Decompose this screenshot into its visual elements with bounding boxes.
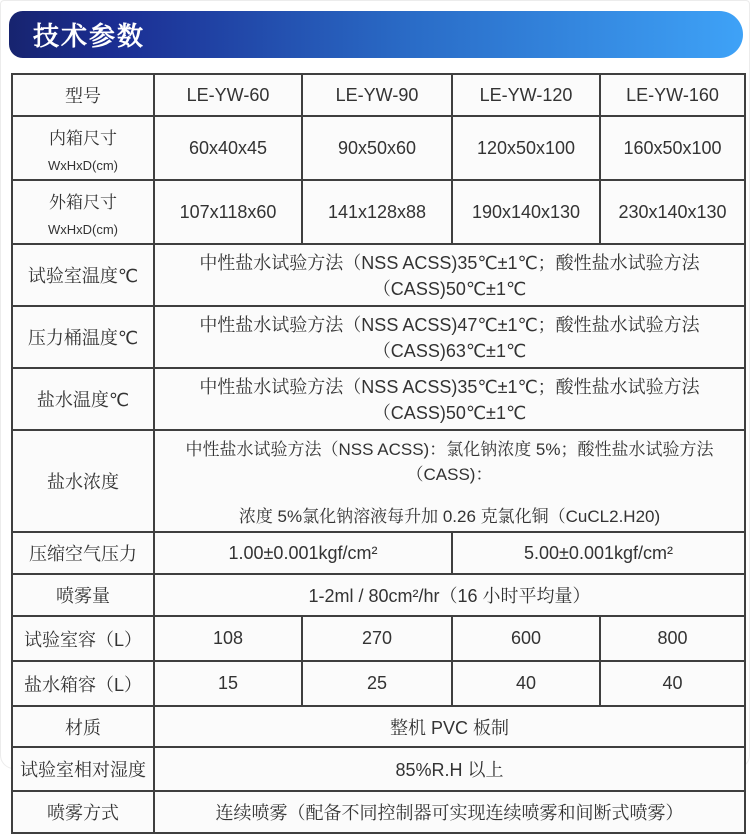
- inner-size-cell: 120x50x100: [452, 116, 600, 180]
- salt-water-temp-value: 中性盐水试验方法（NSS ACSS)35℃±1℃；酸性盐水试验方法（CASS)50℃±1℃: [154, 368, 745, 430]
- salt-concentration-line2: 浓度 5%氯化钠溶液每升加 0.26 克氯化铜（CuCL2.H20): [238, 507, 661, 526]
- row-label-spray-mode: 喷雾方式: [12, 791, 154, 833]
- row-label-salt-tank-capacity: 盐水箱容（L）: [12, 661, 154, 706]
- chamber-capacity-cell: 800: [600, 616, 745, 661]
- row-label-material: 材质: [12, 706, 154, 747]
- compressed-air-value-left: 1.00±0.001kgf/cm²: [154, 532, 452, 574]
- model-cell: LE-YW-120: [452, 74, 600, 116]
- row-salt-concentration: [12, 430, 745, 532]
- row-label-pressure-tank-temp: 压力桶温度℃: [12, 306, 154, 368]
- salt-tank-capacity-cell: 40: [600, 661, 745, 706]
- row-label-chamber-temp: 试验室温度℃: [12, 244, 154, 306]
- compressed-air-value-right: 5.00±0.001kgf/cm²: [452, 532, 745, 574]
- row-spray-volume: [12, 574, 745, 616]
- row-pressure-tank-temp: [12, 306, 745, 368]
- row-compressed-air: [12, 532, 745, 574]
- inner-size-sublabel: WxHxD(cm): [47, 157, 119, 173]
- inner-size-cell: 60x40x45: [154, 116, 302, 180]
- salt-concentration-line1: 中性盐水试验方法（NSS ACSS)：氯化钠浓度 5%；酸性盐水试验方法（CASS)：: [185, 440, 714, 484]
- salt-tank-capacity-cell: 15: [154, 661, 302, 706]
- spec-table: [11, 73, 746, 834]
- outer-size-cell: 190x140x130: [452, 180, 600, 244]
- material-value: 整机 PVC 板制: [154, 706, 745, 747]
- row-humidity: [12, 747, 745, 791]
- row-label-humidity: 试验室相对湿度: [12, 747, 154, 791]
- model-cell: LE-YW-90: [302, 74, 452, 116]
- row-label-salt-water-temp: 盐水温度℃: [12, 368, 154, 430]
- outer-size-sublabel: WxHxD(cm): [47, 221, 119, 237]
- row-salt-tank-capacity: [12, 661, 745, 706]
- row-label-model: 型号: [12, 74, 154, 116]
- section-title: 技术参数: [33, 21, 146, 51]
- row-label-inner-size: [12, 116, 154, 180]
- inner-size-cell: 90x50x60: [302, 116, 452, 180]
- inner-size-cell: 160x50x100: [600, 116, 745, 180]
- outer-size-cell: 230x140x130: [600, 180, 745, 244]
- row-label-salt-concentration: 盐水浓度: [12, 430, 154, 532]
- row-model: [12, 74, 745, 116]
- row-spray-mode: [12, 791, 745, 833]
- chamber-temp-value: 中性盐水试验方法（NSS ACSS)35℃±1℃；酸性盐水试验方法（CASS)50℃±1℃: [154, 244, 745, 306]
- row-label-chamber-capacity: 试验室容（L）: [12, 616, 154, 661]
- salt-concentration-value: [154, 430, 745, 532]
- row-chamber-capacity: [12, 616, 745, 661]
- salt-tank-capacity-cell: 25: [302, 661, 452, 706]
- chamber-capacity-cell: 270: [302, 616, 452, 661]
- row-material: [12, 706, 745, 747]
- row-inner-size: [12, 116, 745, 180]
- outer-size-label: 外箱尺寸: [49, 192, 117, 212]
- inner-size-label: 内箱尺寸: [49, 128, 117, 148]
- row-outer-size: [12, 180, 745, 244]
- model-cell: LE-YW-60: [154, 74, 302, 116]
- row-salt-water-temp: [12, 368, 745, 430]
- chamber-capacity-cell: 600: [452, 616, 600, 661]
- humidity-value: 85%R.H 以上: [154, 747, 745, 791]
- spray-mode-value: 连续喷雾（配备不同控制器可实现连续喷雾和间断式喷雾）: [154, 791, 745, 833]
- outer-size-cell: 141x128x88: [302, 180, 452, 244]
- section-banner: [9, 11, 743, 58]
- chamber-capacity-cell: 108: [154, 616, 302, 661]
- outer-size-cell: 107x118x60: [154, 180, 302, 244]
- row-label-compressed-air: 压缩空气压力: [12, 532, 154, 574]
- row-label-spray-volume: 喷雾量: [12, 574, 154, 616]
- row-label-outer-size: [12, 180, 154, 244]
- pressure-tank-temp-value: 中性盐水试验方法（NSS ACSS)47℃±1℃；酸性盐水试验方法（CASS)63℃±1℃: [154, 306, 745, 368]
- salt-tank-capacity-cell: 40: [452, 661, 600, 706]
- model-cell: LE-YW-160: [600, 74, 745, 116]
- row-chamber-temp: [12, 244, 745, 306]
- spray-volume-value: 1-2ml / 80cm²/hr（16 小时平均量）: [154, 574, 745, 616]
